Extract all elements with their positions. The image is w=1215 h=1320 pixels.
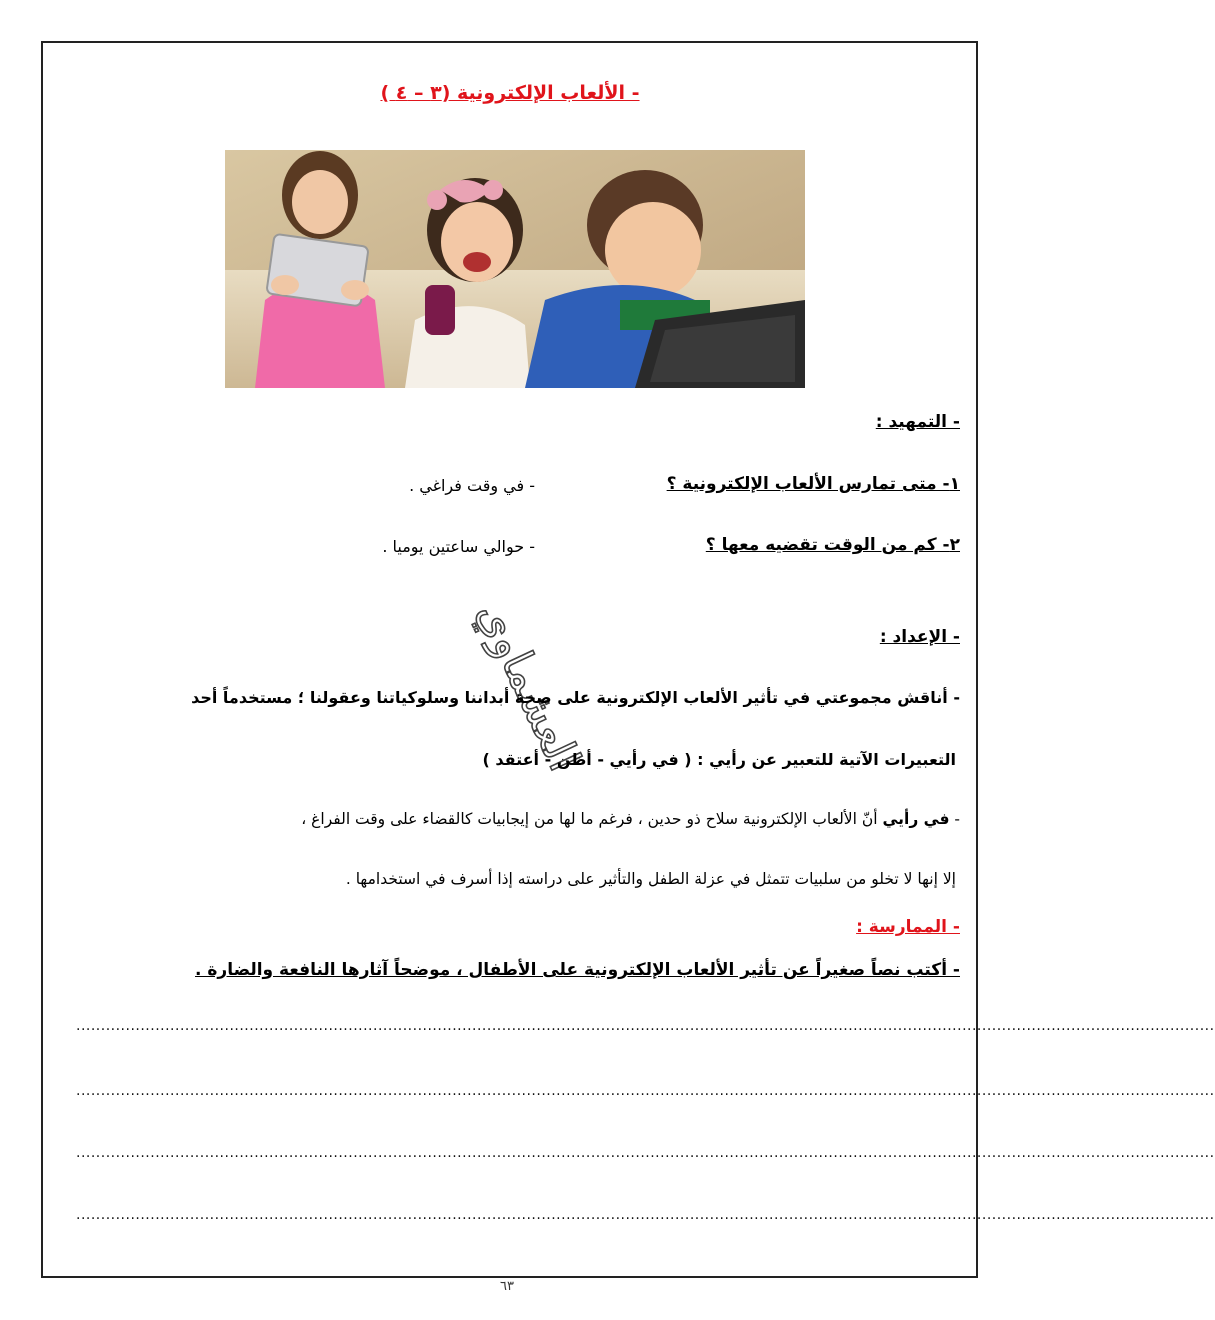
lesson-title: - الألعاب الإلكترونية (٣ – ٤ ) <box>380 82 640 104</box>
writing-line[interactable]: ...................................................................................................................................................................................................................................... <box>76 1207 1215 1223</box>
question-1: ١- متى تمارس الألعاب الإلكترونية ؟ <box>666 474 960 494</box>
answer-lead: في رأيي <box>882 810 950 828</box>
answer-line-1-rest: أنّ الألعاب الإلكترونية سلاح ذو حدين ، فرغم ما لها من إيجابيات كالقضاء على وقت الفراغ ، <box>301 810 883 828</box>
writing-line[interactable]: ...................................................................................................................................................................................................................................... <box>76 1145 1215 1161</box>
prep-answer-line-2: إلا إنها لا تخلو من سلبيات تتمثل في عزلة الطفل والتأثير على دراسته إذا أسرف في استخدامها . <box>345 870 956 888</box>
watermark-text: العشماوي <box>467 593 590 779</box>
intro-heading: - التمهيد : <box>875 412 960 432</box>
practice-heading: - الممارسة : <box>856 917 960 937</box>
answer-1: - في وقت فراغي . <box>409 476 535 495</box>
practice-task: - أكتب نصاً صغيراً عن تأثير الألعاب الإلكترونية على الأطفال ، موضحاً آثارها النافعة والضارة . <box>195 960 960 980</box>
writing-line[interactable]: ...................................................................................................................................................................................................................................... <box>76 1083 1215 1099</box>
photo-illustration <box>225 150 805 388</box>
children-gaming-photo <box>225 150 805 388</box>
prep-instruction-line-1: - أناقش مجموعتي في تأثير الألعاب الإلكترونية على صحة أبداننا وسلوكياتنا وعقولنا ؛ مستخدماً أحد <box>191 688 960 707</box>
prep-instruction-line-2: التعبيرات الآتية للتعبير عن رأيي : ( في رأيي - أظن - أعتقد ) <box>482 750 956 769</box>
writing-line[interactable]: ...................................................................................................................................................................................................................................... <box>76 1018 1215 1034</box>
page-number: ٦٣ <box>500 1279 514 1294</box>
answer-2: - حوالي ساعتين يوميا . <box>382 537 535 556</box>
prep-answer-line-1: - في رأيي أنّ الألعاب الإلكترونية سلاح ذو حدين ، فرغم ما لها من إيجابيات كالقضاء على وقت الفراغ ، <box>301 810 960 828</box>
question-2: ٢- كم من الوقت تقضيه معها ؟ <box>705 535 960 555</box>
prep-heading: - الإعداد : <box>879 627 960 647</box>
